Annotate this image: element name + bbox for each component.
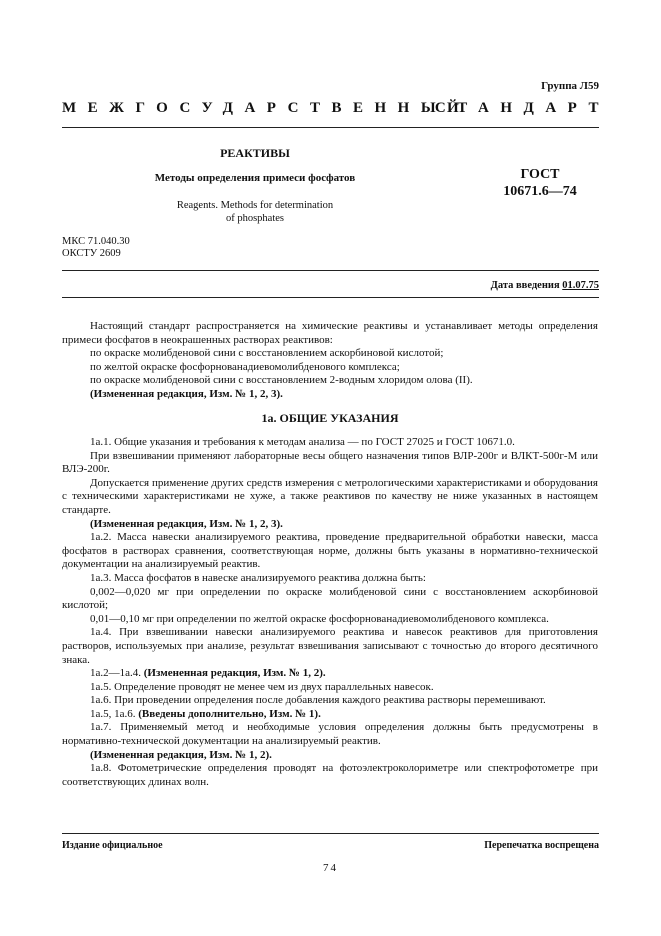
- amendment-note: (Измененная редакция, Изм. № 1, 2).: [143, 667, 326, 680]
- document-title: РЕАКТИВЫ: [220, 146, 290, 160]
- footer-official: Издание официальное: [62, 840, 163, 851]
- gost-code: 10671.6—74: [503, 184, 577, 199]
- body-text: [62, 436, 598, 789]
- page-number: 74: [323, 862, 338, 874]
- standard-banner: [62, 100, 610, 118]
- intro-paragraph: по желтой окраске фосфорнованадиевомолибденового комплекса;: [90, 360, 400, 373]
- clause-ref: 1а.2—1а.4.: [90, 667, 144, 680]
- amendment-note: (Введены дополнительно, Изм. № 1).: [138, 707, 321, 720]
- body-paragraph: [62, 667, 598, 681]
- body-paragraph: 1а.6. При проведении определения после добавления каждого реактива растворы перемешивают.: [90, 694, 546, 707]
- body-paragraph: 1а.2. Масса навески анализируемого реактива, проведение предварительной обработки навески, масса фосфатов в растворах сравнения, соответствующая норме, должны быть указаны в нормативно-технической документации на анализируемый реактив.: [62, 531, 598, 571]
- gost-number: [480, 166, 600, 200]
- body-paragraph: 1а.3. Масса фосфатов в навеске анализируемого реактива должна быть:: [90, 571, 426, 584]
- english-title-line: Reagents. Methods for determination: [176, 200, 334, 211]
- body-paragraph: (Измененная редакция, Изм. № 1, 2, 3).: [90, 517, 283, 530]
- body-paragraph: 0,002—0,020 мг при определении по окраске молибденовой сини с восстановлением аскорбиновой кислотой;: [62, 585, 598, 612]
- body-paragraph: При взвешивании применяют лабораторные весы общего назначения типов ВЛР-200г и ВЛКТ-500г-М или ВЛЭ-200г.: [62, 449, 598, 476]
- body-paragraph: (Измененная редакция, Изм. № 1, 2).: [90, 748, 272, 761]
- english-title: [150, 199, 360, 225]
- document-subtitle: Методы определения примеси фосфатов: [154, 172, 356, 184]
- body-paragraph: 0,01—0,10 мг при определении по желтой окраске фосфорнованадиевомолибденового комплекса.: [90, 612, 549, 625]
- body-paragraph: Допускается применение других средств измерения с метрологическими характеристиками и оборудования с техническими характеристиками не хуже, а также реактивов по качеству не ниже указанных в настоящем стандарте.: [62, 476, 598, 516]
- body-paragraph: 1а.1. Общие указания и требования к методам анализа — по ГОСТ 27025 и ГОСТ 10671.0.: [90, 436, 515, 448]
- date-label: Дата введения: [490, 280, 560, 291]
- body-paragraph: 1а.8. Фотометрические определения проводят на фотоэлектроколориметре или спектрофотометре при соответствующих длинах волн.: [62, 762, 598, 788]
- classification-rule: [62, 270, 599, 271]
- english-title-line: of phosphates: [225, 213, 285, 224]
- intro-paragraph: по окраске молибденовой сини с восстановлением аскорбиновой кислотой;: [90, 347, 444, 360]
- section-heading: 1а. ОБЩИЕ УКАЗАНИЯ: [261, 411, 399, 425]
- clause-ref: 1а.5, 1а.6.: [90, 707, 139, 720]
- footer-reprint: Перепечатка воспрещена: [484, 840, 599, 851]
- introduction-date: [491, 280, 599, 291]
- group-code: Группа Л59: [541, 80, 599, 92]
- okstu-code: ОКСТУ 2609: [62, 248, 121, 259]
- date-rule: [62, 297, 599, 298]
- intro-paragraph: по окраске молибденовой сини с восстановлением 2-водным хлоридом олова (II).: [90, 374, 473, 387]
- mks-code: МКС 71.040.30: [62, 236, 130, 247]
- date-value: 01.07.75: [562, 280, 599, 291]
- gost-label: ГОСТ: [520, 167, 560, 182]
- top-rule: [62, 127, 599, 128]
- footer-rule: [62, 833, 599, 834]
- banner-left: МЕЖГОСУДАРСТВЕННЫЙ: [62, 100, 471, 116]
- banner-right: СТАНДАРТ: [434, 100, 610, 116]
- body-paragraph: [62, 708, 598, 722]
- intro-text: [62, 320, 598, 402]
- classification-codes: [62, 236, 130, 260]
- intro-paragraph: Настоящий стандарт распространяется на химические реактивы и устанавливает методы определения примеси фосфатов в неокрашенных растворах реактивов:: [62, 320, 598, 346]
- body-paragraph: 1а.5. Определение проводят не менее чем из двух параллельных навесок.: [90, 680, 434, 693]
- body-paragraph: 1а.7. Применяемый метод и необходимые условия определения должны быть предусмотрены в нормативно-технической документации на анализируемый реактив.: [62, 721, 598, 748]
- intro-amendment: (Измененная редакция, Изм. № 1, 2, 3).: [90, 387, 283, 400]
- body-paragraph: 1а.4. При взвешивании навески анализируемого реактива и навесок реактивов для приготовления растворов, используемых при анализе, результат взвешивания записывают с точностью до второго десятичного знака.: [62, 626, 598, 666]
